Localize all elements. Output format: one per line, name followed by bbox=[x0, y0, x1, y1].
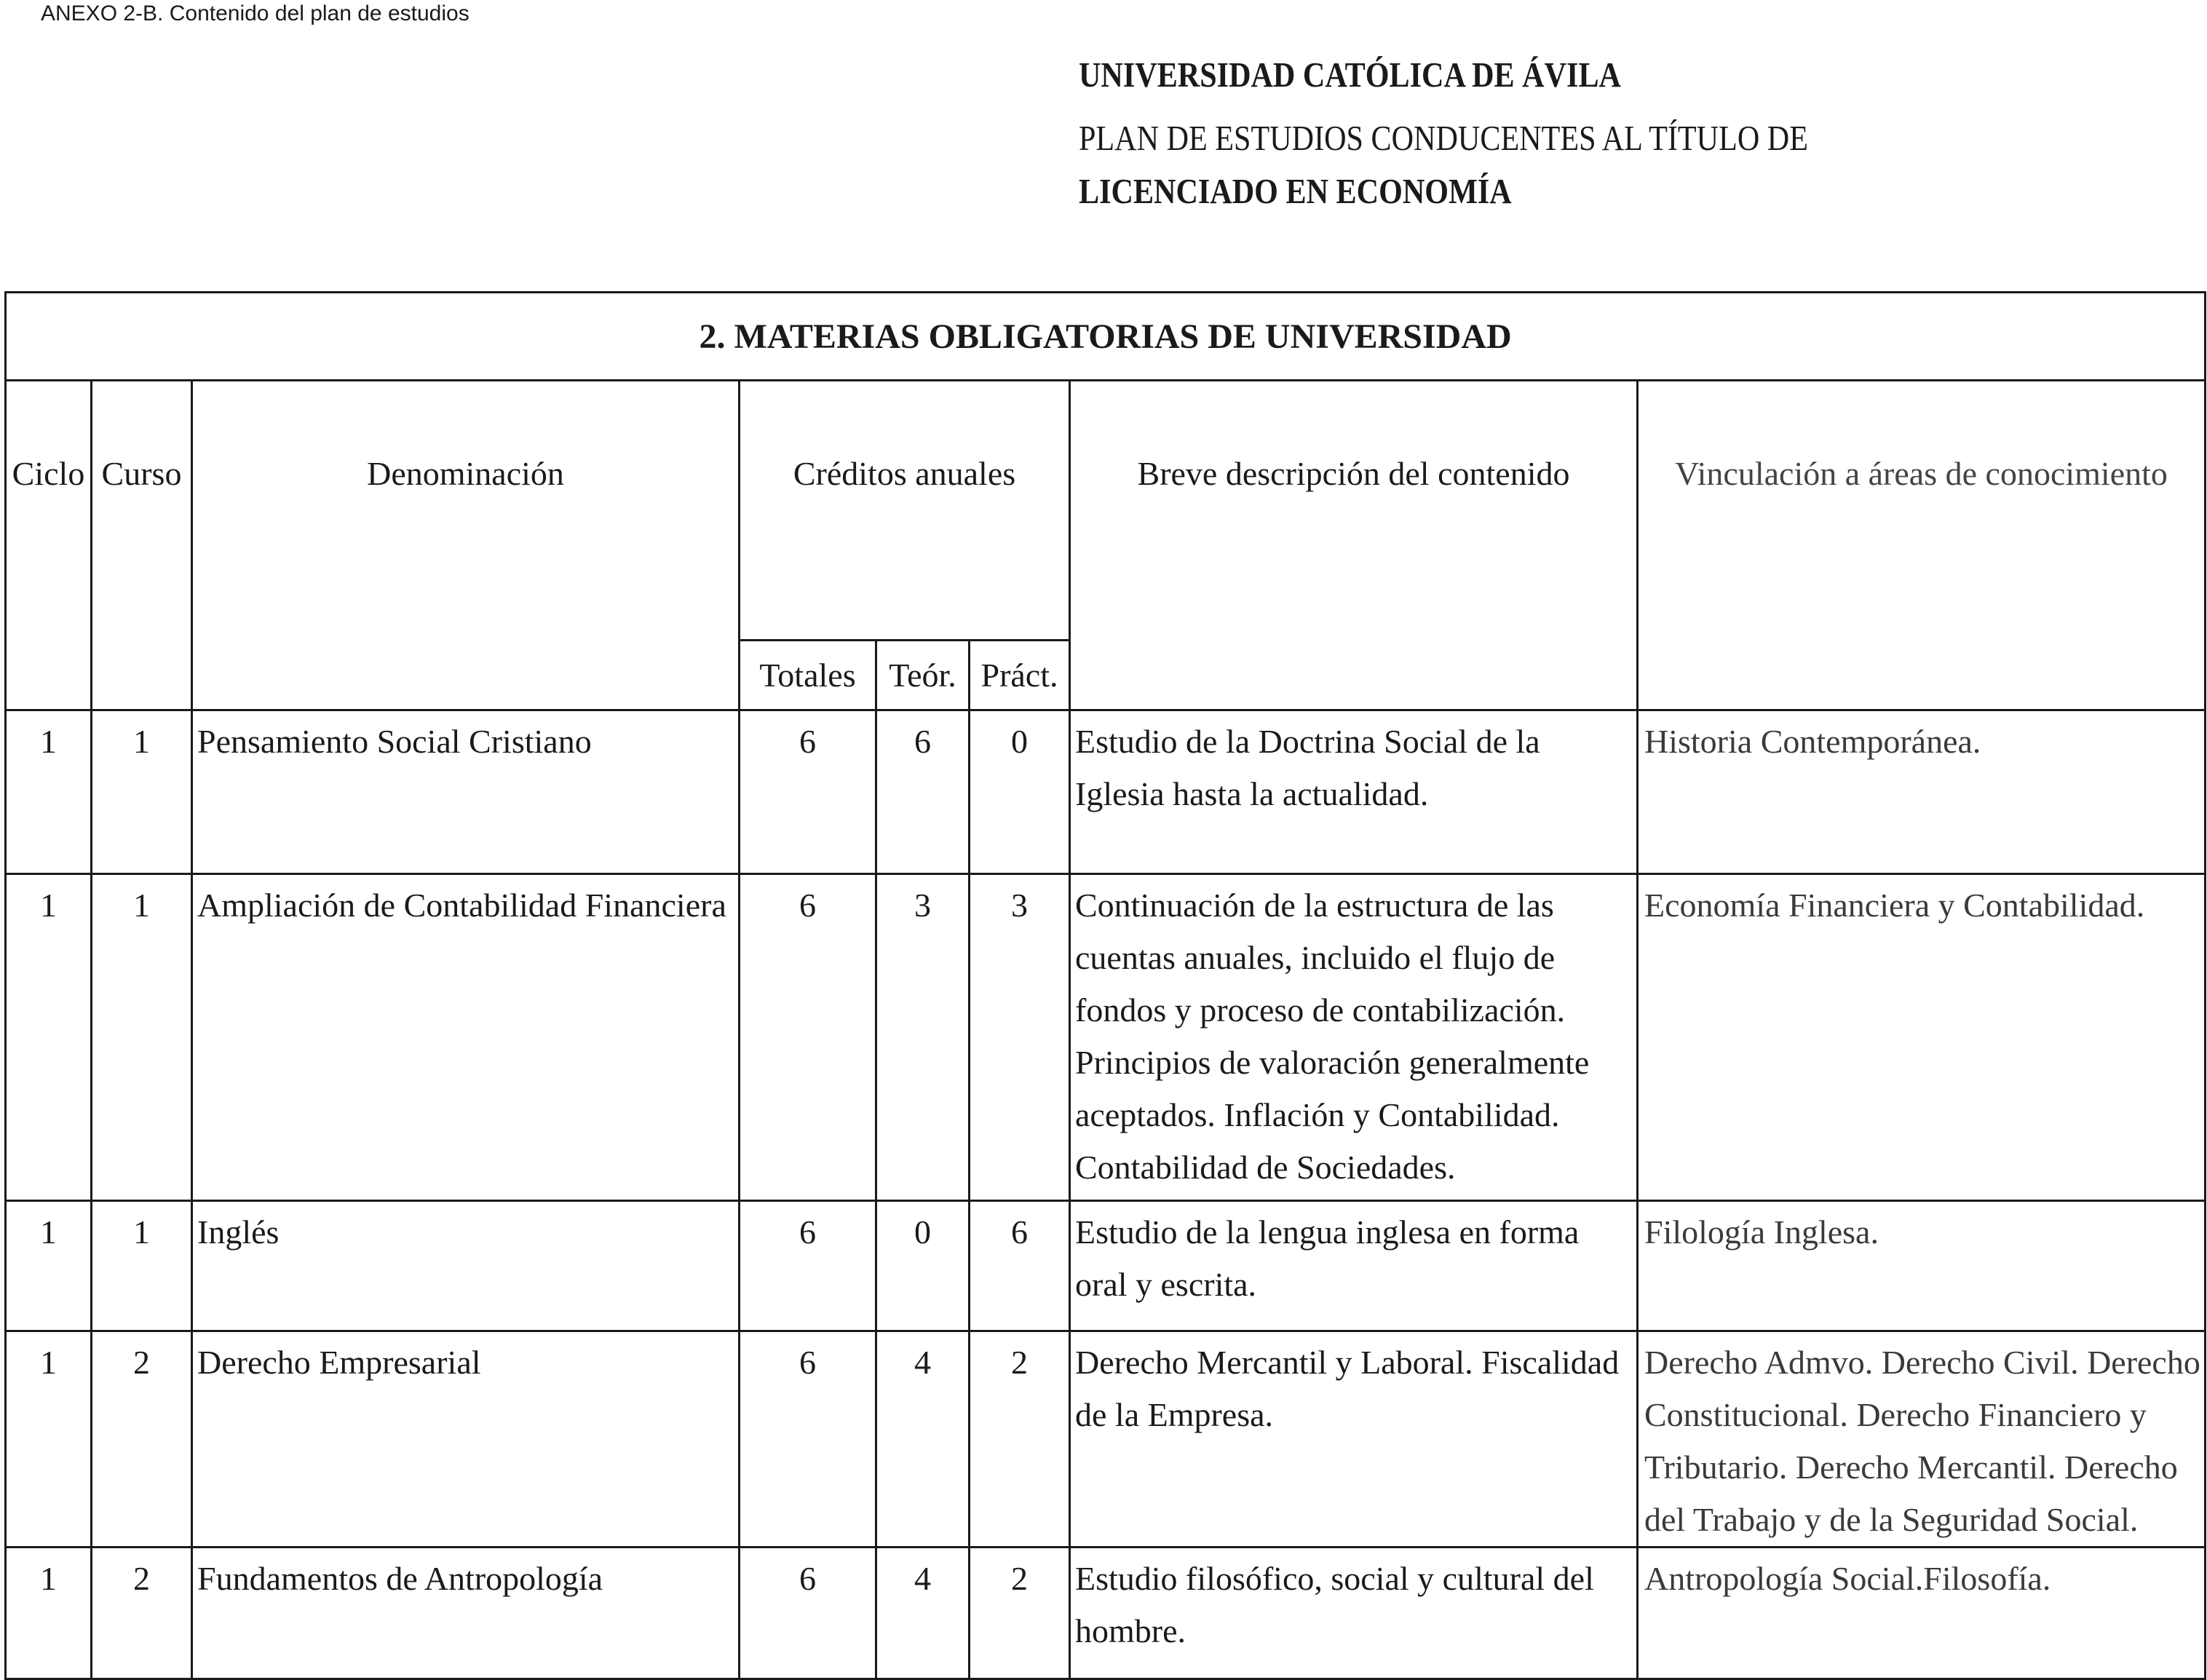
cell-ciclo: 1 bbox=[6, 874, 92, 1201]
cell-denominacion: Ampliación de Contabilidad Financiera bbox=[192, 874, 740, 1201]
cell-denominacion: Pensamiento Social Cristiano bbox=[192, 710, 740, 874]
cell-descripcion: Estudio de la Doctrina Social de la Iglesia hasta la actualidad. bbox=[1070, 710, 1638, 874]
column-header-teor: Teór. bbox=[876, 640, 970, 710]
cell-totales: 6 bbox=[740, 1201, 876, 1331]
cell-descripcion: Estudio filosófico, social y cultural del hombre. bbox=[1070, 1548, 1638, 1679]
table-row bbox=[6, 1201, 2206, 1331]
cell-ciclo: 1 bbox=[6, 1548, 92, 1679]
cell-denominacion: Inglés bbox=[192, 1201, 740, 1331]
cell-denominacion: Derecho Empresarial bbox=[192, 1331, 740, 1548]
cell-curso: 2 bbox=[92, 1331, 192, 1548]
cell-totales: 6 bbox=[740, 874, 876, 1201]
table-row bbox=[6, 1331, 2206, 1548]
study-plan-table bbox=[4, 291, 2206, 1680]
cell-pract: 6 bbox=[970, 1201, 1070, 1331]
cell-vinculacion: Historia Contemporánea. bbox=[1638, 710, 2206, 874]
cell-curso: 1 bbox=[92, 710, 192, 874]
column-header-descripcion: Breve descripción del contenido bbox=[1070, 381, 1638, 710]
cell-curso: 1 bbox=[92, 874, 192, 1201]
degree-title: LICENCIADO EN ECONOMÍA bbox=[1079, 171, 1512, 211]
cell-vinculacion: Antropología Social.Filosofía. bbox=[1638, 1548, 2206, 1679]
cell-teor: 4 bbox=[876, 1548, 970, 1679]
university-name: UNIVERSIDAD CATÓLICA DE ÁVILA bbox=[1079, 55, 1621, 95]
section-title: 2. MATERIAS OBLIGATORIAS DE UNIVERSIDAD bbox=[6, 293, 2206, 381]
column-header-denominacion: Denominación bbox=[192, 381, 740, 710]
column-header-totales: Totales bbox=[740, 640, 876, 710]
column-header-vinculacion: Vinculación a áreas de conocimiento bbox=[1638, 381, 2206, 710]
cell-pract: 0 bbox=[970, 710, 1070, 874]
table-row bbox=[6, 874, 2206, 1201]
table-row bbox=[6, 710, 2206, 874]
cell-ciclo: 1 bbox=[6, 710, 92, 874]
cell-pract: 2 bbox=[970, 1331, 1070, 1548]
cell-descripcion: Estudio de la lengua inglesa en forma oral y escrita. bbox=[1070, 1201, 1638, 1331]
cell-vinculacion: Derecho Admvo. Derecho Civil. Derecho Constitucional. Derecho Financiero y Tributario. Derecho Mercantil. Derecho del Trabajo y de la Seguridad Social. bbox=[1638, 1331, 2206, 1548]
cell-denominacion: Fundamentos de Antropología bbox=[192, 1548, 740, 1679]
cell-curso: 2 bbox=[92, 1548, 192, 1679]
cell-teor: 6 bbox=[876, 710, 970, 874]
cell-totales: 6 bbox=[740, 710, 876, 874]
table-row bbox=[6, 1548, 2206, 1679]
cell-pract: 3 bbox=[970, 874, 1070, 1201]
cell-teor: 0 bbox=[876, 1201, 970, 1331]
plan-title-line: PLAN DE ESTUDIOS CONDUCENTES AL TÍTULO DE bbox=[1079, 118, 1808, 158]
column-header-ciclo: Ciclo bbox=[6, 381, 92, 710]
cell-totales: 6 bbox=[740, 1548, 876, 1679]
cell-ciclo: 1 bbox=[6, 1331, 92, 1548]
cell-ciclo: 1 bbox=[6, 1201, 92, 1331]
cell-curso: 1 bbox=[92, 1201, 192, 1331]
cell-descripcion: Continuación de la estructura de las cuentas anuales, incluido el flujo de fondos y proceso de contabilización. Principios de valoración generalmente aceptados. Inflación y Contabilidad. Contabilidad de Sociedades. bbox=[1070, 874, 1638, 1201]
annex-label: ANEXO 2-B. Contenido del plan de estudios bbox=[41, 1, 469, 25]
column-header-creditos-anuales: Créditos anuales bbox=[740, 381, 1070, 641]
column-header-curso: Curso bbox=[92, 381, 192, 710]
cell-pract: 2 bbox=[970, 1548, 1070, 1679]
column-header-pract: Práct. bbox=[970, 640, 1070, 710]
cell-descripcion: Derecho Mercantil y Laboral. Fiscalidad de la Empresa. bbox=[1070, 1331, 1638, 1548]
cell-teor: 4 bbox=[876, 1331, 970, 1548]
document-header bbox=[1079, 57, 1927, 209]
cell-teor: 3 bbox=[876, 874, 970, 1201]
cell-totales: 6 bbox=[740, 1331, 876, 1548]
cell-vinculacion: Filología Inglesa. bbox=[1638, 1201, 2206, 1331]
cell-vinculacion: Economía Financiera y Contabilidad. bbox=[1638, 874, 2206, 1201]
